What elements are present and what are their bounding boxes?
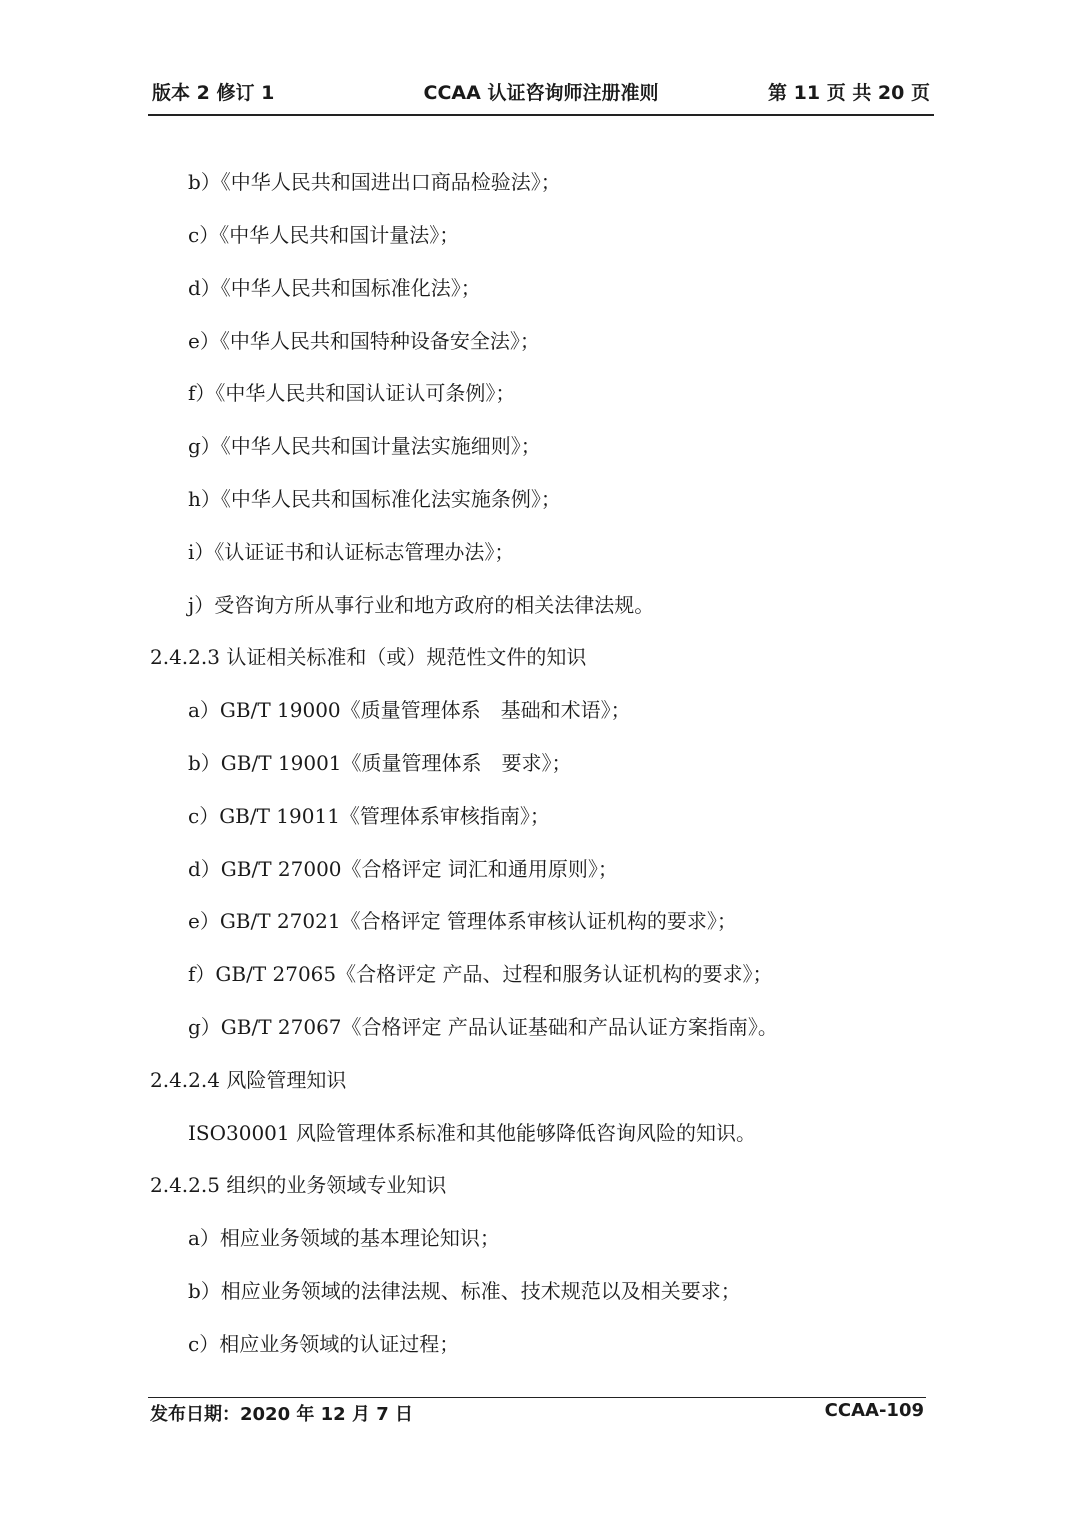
list-item: f）《中华人民共和国认证认可条例》； (188, 381, 516, 405)
page-header (148, 74, 934, 106)
list-item: d）《中华人民共和国标准化法》； (188, 276, 481, 300)
header-divider (148, 114, 934, 116)
list-item: c）相应业务领域的认证过程； (188, 1332, 460, 1356)
list-item: c）GB/T 19011《管理体系审核指南》； (188, 804, 550, 828)
list-item: g）《中华人民共和国计量法实施细则》； (188, 434, 541, 458)
list-item: h）《中华人民共和国标准化法实施条例》； (188, 487, 561, 511)
page-number: 第 11 页 共 20 页 (768, 82, 930, 104)
list-item: d）GB/T 27000《合格评定 词汇和通用原则》； (188, 857, 618, 881)
publish-date: 发布日期：2020 年 12 月 7 日 (150, 1404, 414, 1425)
list-item: a）相应业务领域的基本理论知识； (188, 1226, 500, 1250)
version-label: 版本 2 修订 1 (152, 82, 275, 104)
list-item: i）《认证证书和认证标志管理办法》； (188, 540, 515, 564)
list-item: c）《中华人民共和国计量法》； (188, 223, 460, 247)
list-item: j）受咨询方所从事行业和地方政府的相关法律法规。 (188, 593, 655, 617)
list-item: g）GB/T 27067《合格评定 产品认证基础和产品认证方案指南》。 (188, 1015, 778, 1039)
section-heading: 2.4.2.4 风险管理知识 (150, 1068, 347, 1092)
document-title: CCAA 认证咨询师注册准则 (423, 82, 659, 104)
document-code: CCAA-109 (824, 1400, 924, 1421)
list-item: e）GB/T 27021《合格评定 管理体系审核认证机构的要求》； (188, 909, 737, 933)
list-item: e）《中华人民共和国特种设备安全法》； (188, 329, 540, 353)
section-heading: 2.4.2.3 认证相关标准和（或）规范性文件的知识 (150, 645, 587, 669)
paragraph: ISO30001 风险管理体系标准和其他能够降低咨询风险的知识。 (188, 1121, 756, 1145)
list-item: a）GB/T 19000《质量管理体系 基础和术语》； (188, 698, 631, 722)
section-heading: 2.4.2.5 组织的业务领域专业知识 (150, 1173, 447, 1197)
footer-divider (148, 1397, 926, 1398)
list-item: b）GB/T 19001《质量管理体系 要求》； (188, 751, 572, 775)
list-item: b）《中华人民共和国进出口商品检验法》； (188, 170, 561, 194)
list-item: b）相应业务领域的法律法规、标准、技术规范以及相关要求； (188, 1279, 741, 1303)
list-item: f）GB/T 27065《合格评定 产品、过程和服务认证机构的要求》； (188, 962, 773, 986)
